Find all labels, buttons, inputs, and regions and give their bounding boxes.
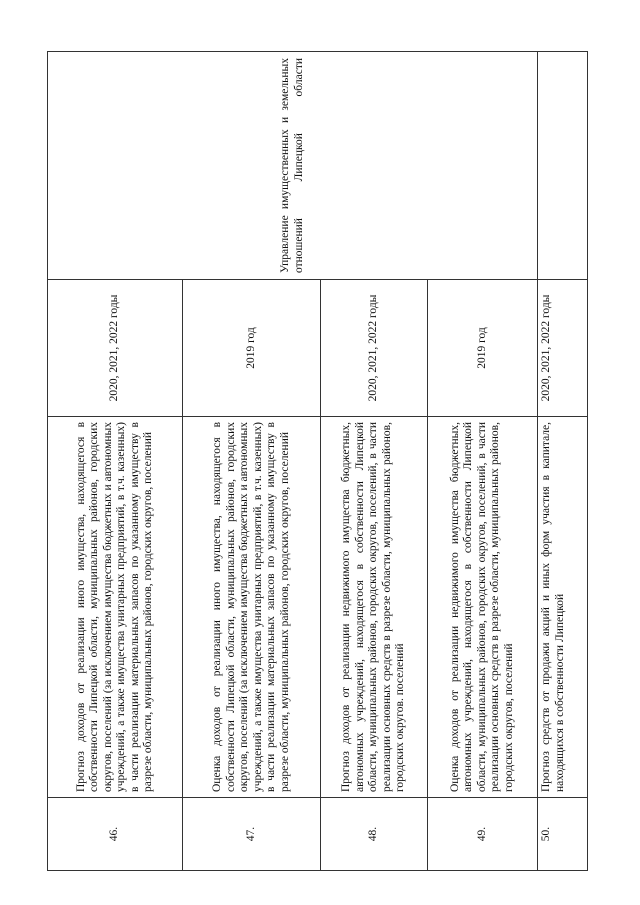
row-description: Оценка доходов от реализации недвижимого имущества бюджетных, автономных учреждений, находящегося в собственности Липецкой области, муниципальных районов, городских округов, поселений, в части реализации основных средств в разрезе области, муниципальных районов, городских округов, поселений xyxy=(428,417,538,798)
row-number: 48. xyxy=(321,798,428,871)
table-row xyxy=(48,52,183,871)
row-period: 2020, 2021, 2022 годы xyxy=(321,280,428,417)
row-description: Прогноз доходов от реализации иного имущества, находящегося в собственности Липецкой области, муниципальных районов, городских округов, поселений (за исключением имущества бюджетных и автономных учреждений, а также имущества унитарных предприятий, в т.ч. казенных) в части реализации материальных запасов по указанному имуществу в разрезе области, муниципальных районов, городских округов, поселений xyxy=(48,417,183,798)
responsible-cell xyxy=(48,52,538,280)
responsible-text: Управление имущественных и земельных отношений Липецкой области xyxy=(279,58,305,273)
rotated-table-wrapper xyxy=(47,51,587,871)
row-number: 50. xyxy=(538,798,588,871)
row-description: Оценка доходов от реализации иного имущества, находящегося в собственности Липецкой области, муниципальных районов, городских округов, поселений (за исключением имущества бюджетных и автономных учреждений, а также имущества унитарных предприятий, в т.ч. казенных) в части реализации материальных запасов по указанному имуществу в разрезе области, муниципальных районов, городских округов, поселений xyxy=(183,417,321,798)
row-number: 46. xyxy=(48,798,183,871)
responsible-cell-empty xyxy=(538,52,588,280)
row-period: 2020, 2021, 2022 годы xyxy=(538,280,588,417)
row-period: 2019 год xyxy=(183,280,321,417)
row-description: Прогноз доходов от реализации недвижимого имущества бюджетных, автономных учреждений, находящегося в собственности Липецкой области, муниципальных районов, городских округов, поселений, в части реализации основных средств в разрезе области, муниципальных районов, городских округов. поселений xyxy=(321,417,428,798)
row-period: 2020, 2021, 2022 годы xyxy=(48,280,183,417)
table-row xyxy=(538,52,588,871)
plan-table xyxy=(47,51,588,871)
row-number: 47. xyxy=(183,798,321,871)
row-description: Прогноз средств от продажи акций и иных форм участия в капитале, находящихся в собственности Липецкой xyxy=(538,417,588,798)
row-period: 2019 год xyxy=(428,280,538,417)
row-number: 49. xyxy=(428,798,538,871)
